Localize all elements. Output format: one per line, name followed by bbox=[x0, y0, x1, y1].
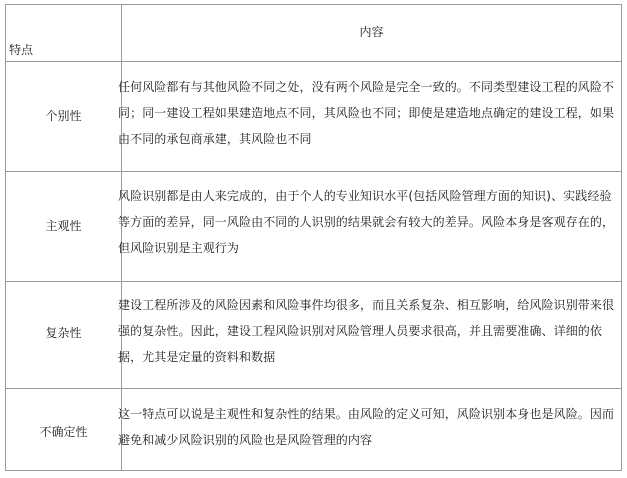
feature-cell: 主观性 bbox=[45, 219, 82, 233]
header-feature: 特点 bbox=[9, 43, 34, 57]
feature-cell: 个别性 bbox=[45, 109, 82, 123]
header-content: 内容 bbox=[359, 25, 384, 39]
row-divider bbox=[6, 281, 621, 282]
content-cell: 任何风险都有与其他风险不同之处，没有两个风险是完全一致的。不同类型建设工程的风险不同；同一建设工程如果建造地点不同，其风险也不同；即使是建造地点确定的建设工程，如果由不同的承包商承建，其风险也不同 bbox=[118, 80, 615, 146]
row-divider bbox=[6, 171, 621, 172]
row-divider bbox=[6, 61, 621, 62]
feature-cell: 复杂性 bbox=[45, 326, 82, 340]
row-divider bbox=[6, 388, 621, 389]
feature-cell: 不确定性 bbox=[39, 425, 88, 439]
content-cell: 这一特点可以说是主观性和复杂性的结果。由风险的定义可知，风险识别本身也是风险。因而避免和减少风险识别的风险也是风险管理的内容 bbox=[118, 407, 615, 447]
content-cell: 风险识别都是由人来完成的，由于个人的专业知识水平(包括风险管理方面的知识)、实践经验等方面的差异，同一风险由不同的人识别的结果就会有较大的差异。风险本身是客观存在的，但风险识别是主观行为 bbox=[118, 189, 615, 255]
content-cell: 建设工程所涉及的风险因素和风险事件均很多，而且关系复杂、相互影响，给风险识别带来很强的复杂性。因此，建设工程风险识别对风险管理人员要求很高，并且需要准确、详细的依据，尤其是定量的资料和数据 bbox=[118, 298, 615, 364]
risk-identification-table bbox=[5, 4, 622, 471]
